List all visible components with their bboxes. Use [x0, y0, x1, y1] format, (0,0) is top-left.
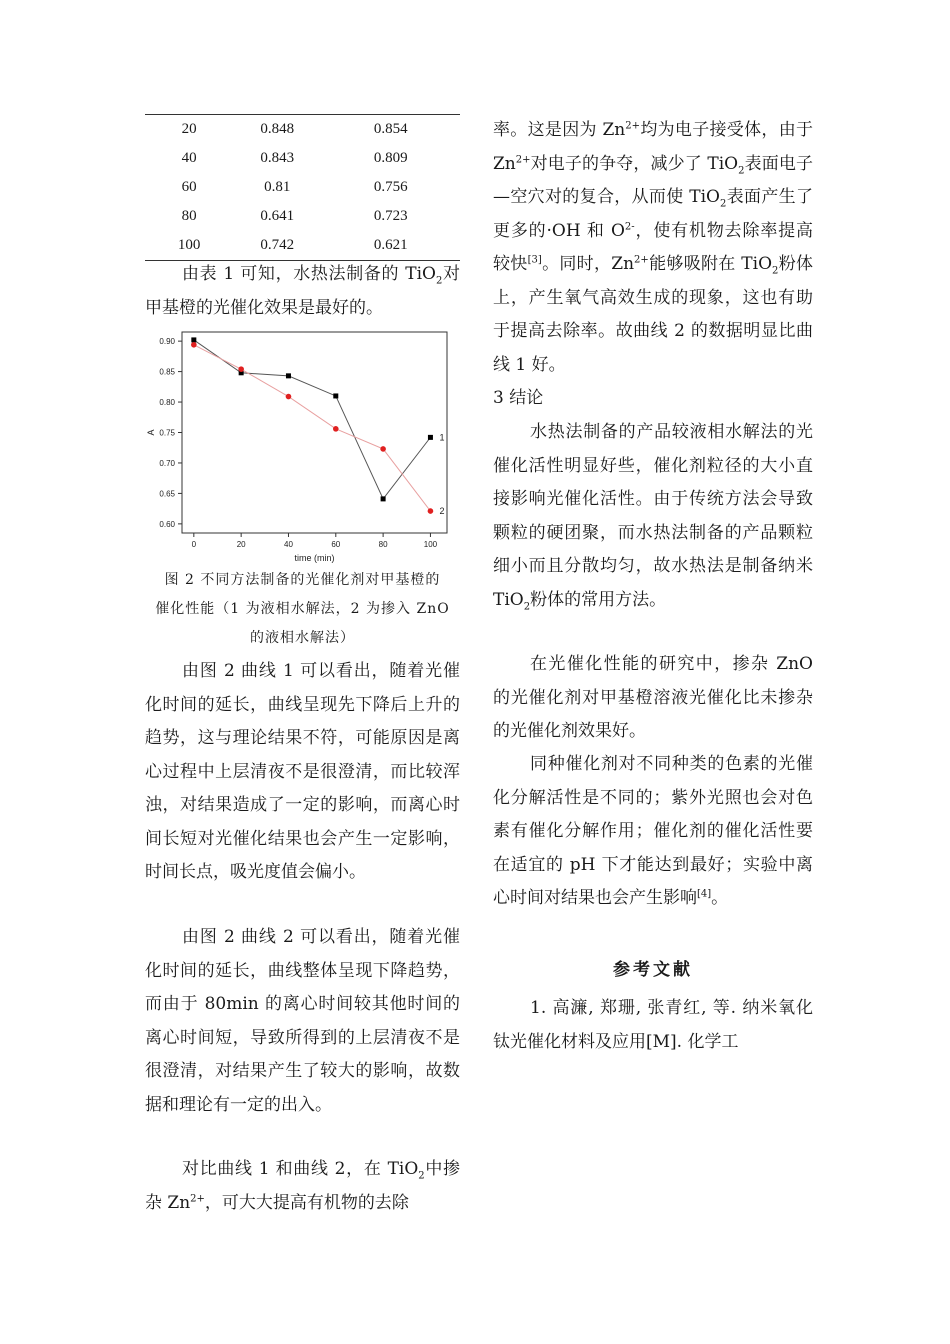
table-cell: 0.723 [373, 208, 408, 224]
paragraph-conclusion-1: 水热法制备的产品较液相水解法的光催化活性明显好些，催化剂粒径的大小直接影响光催化活性。由于传统方法会导致颗粒的硬团聚，而水热法制备的产品颗粒细小而且分散均匀，故水热法是制备纳米 TiO$_2$粉体的常用方法。 [493, 422, 813, 612]
data-table [145, 114, 460, 261]
x-tick-label: 20 [236, 540, 246, 549]
y-tick-label: 0.80 [159, 398, 175, 408]
table-cell: 0.742 [260, 237, 295, 253]
x-tick-label: 0 [191, 540, 197, 549]
y-tick-label: 0.65 [159, 489, 175, 499]
paragraph-table-conclusion: 由表 1 可知，水热法制备的 TiO$_2$对甲基橙的光催化效果是最好的。 [145, 264, 461, 318]
x-tick-label: 100 [423, 540, 438, 549]
x-tick-label: 40 [284, 540, 293, 549]
series-label-1: 1 [439, 432, 445, 443]
plot-frame [182, 332, 447, 533]
table-cell: 0.621 [373, 237, 408, 253]
data-point-series-2 [238, 366, 244, 372]
data-point-series-2 [191, 342, 197, 348]
paragraph-conclusion-2: 在光催化性能的研究中，掺杂 ZnO 的光催化剂对甲基橙溶液光催化比未掺杂的光催化剂效果好。 [493, 654, 813, 741]
table-row [145, 144, 460, 173]
series-label-2: 2 [439, 506, 445, 517]
y-tick-label: 0.90 [159, 337, 175, 347]
table-row [145, 173, 460, 202]
table-cell: 0.848 [260, 121, 295, 137]
table-cell: 60 [181, 179, 197, 195]
table-cell: 40 [181, 150, 197, 166]
reference-1: 1. 高濂, 郑珊, 张青红, 等. 纳米氧化钛光催化材料及应用[M]. 化学工 [493, 998, 813, 1052]
x-axis-label: time (min) [294, 553, 335, 563]
series-line-1 [194, 340, 431, 499]
paragraph-continued: 率。这是因为 $Zn^{2+}$均为电子接受体，由于 $Zn^{2+}$对电子的争夺，减少了 TiO$_2$表面电子—空穴对的复合，从而使 TiO$_2$表面产生了更多的·OH 和 $O^{2-}$，使有机物去除率提高较快[3]。同时，$Zn^{2+}$能够吸附在 TiO$_2$粉体上，产生氧气高效生成的现象，这也有助于提高去除率。故曲线 2 的数据明显比曲线 1 好。 [493, 120, 814, 375]
paragraph-curve-1: 由图 2 曲线 1 可以看出，随着光催化时间的延长，曲线呈现先下降后上升的趋势，这与理论结果不符，可能原因是离心过程中上层清夜不是很澄清，而比较浑浊，对结果造成了一定的影响，而离心时间长短对光催化结果也会产生一定影响，时间长点，吸光度值会偏小。 [145, 661, 460, 882]
y-tick-label: 0.70 [159, 458, 175, 468]
paragraph-compare: 对比曲线 1 和曲线 2，在 TiO$_2$中掺杂 $Zn^{2+}$，可大大提高有机物的去除 [145, 1159, 461, 1213]
table-cell: 0.843 [260, 150, 295, 166]
table-row [145, 231, 460, 261]
x-tick-label: 80 [378, 540, 388, 549]
table-cell: 0.641 [260, 208, 295, 224]
x-tick-label: 60 [331, 540, 341, 549]
table-row [145, 115, 460, 145]
data-point-series-1 [333, 393, 338, 398]
data-point-series-2 [428, 508, 434, 514]
figure-caption: 图 2 不同方法制备的光催化剂对甲基橙的 催化性能（1 为液相水解法，2 为掺入 ZnO 的液相水解法） [155, 572, 450, 646]
y-axis-label: A [146, 429, 156, 436]
table-cell: 100 [177, 237, 201, 253]
y-tick-label: 0.60 [159, 519, 175, 529]
table-cell: 80 [181, 208, 197, 224]
table-cell: 0.756 [373, 179, 408, 195]
data-point-series-1 [428, 435, 433, 440]
table-cell: 0.854 [373, 121, 408, 137]
paragraph-conclusion-3: 同种催化剂对不同种类的色素的光催化分解活性是不同的；紫外光照也会对色素有催化分解作用；催化剂的催化活性要在适宜的 pH 下才能达到最好；实验中离心时间对结果也会产生影响[4]。 [493, 754, 813, 908]
paragraph-curve-2: 由图 2 曲线 2 可以看出，随着光催化时间的延长，曲线整体呈现下降趋势，而由于 80min 的离心时间较其他时间的离心时间短，导致所得到的上层清夜不是很澄清，对结果产生了较大的影响，故数据和理论有一定的出入。 [145, 927, 460, 1115]
data-point-series-2 [286, 394, 292, 400]
data-point-series-2 [333, 426, 339, 432]
table-cell: 0.81 [264, 179, 291, 195]
data-point-series-2 [380, 446, 386, 452]
references-heading: 参考文献 [613, 960, 693, 980]
section-heading-conclusion: 3 结论 [493, 388, 544, 408]
table-row [145, 202, 460, 231]
table-cell: 0.809 [373, 150, 408, 166]
data-point-series-1 [191, 337, 196, 342]
table-cell: 20 [181, 121, 197, 137]
data-point-series-1 [381, 496, 386, 501]
figure-2-chart [145, 325, 460, 565]
table-body [145, 115, 460, 261]
data-point-series-1 [286, 373, 291, 378]
series-line-2 [194, 345, 431, 511]
y-tick-label: 0.85 [159, 367, 175, 377]
y-tick-label: 0.75 [159, 428, 175, 438]
